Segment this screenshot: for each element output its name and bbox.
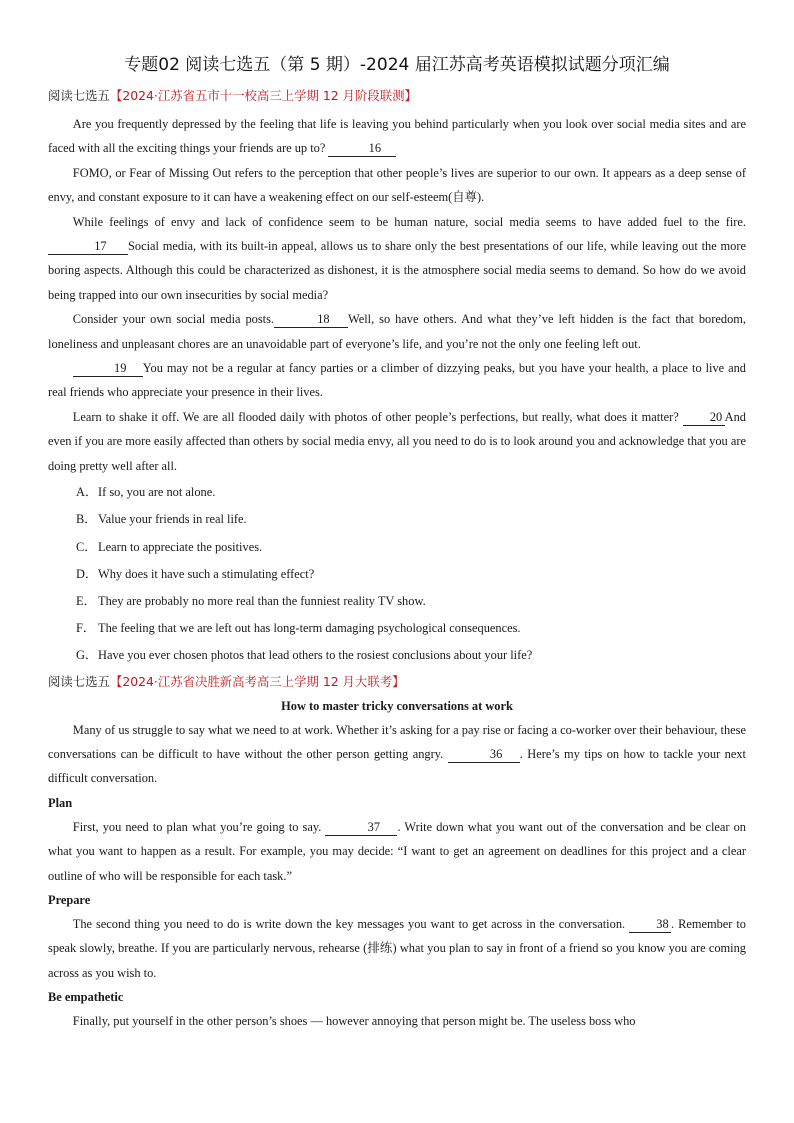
answer-blank: 19 bbox=[73, 361, 143, 377]
paragraph: Consider your own social media posts. 18 Well, so have others. And what they’ve left hidden is the fact that boredom, loneliness and unpleasant chores are an unavoidable part of everyone’s life, and you’re not the only one feeling left out. bbox=[48, 312, 747, 351]
option-item: F． The feeling that we are left out has long-term damaging psychological consequences. bbox=[76, 621, 521, 636]
options-list bbox=[48, 479, 746, 669]
paragraph: First, you need to plan what you’re going to say. 37 . Write down what you want out of the conversation and be clear on what you want to happen as a result. For example, you may decide: “I want to get an agreement on deadlines for this project and a clear outline of who will be responsible for each task.” bbox=[48, 819, 746, 883]
passage-heading: How to master tricky conversations at work bbox=[281, 698, 513, 713]
paragraph: Are you frequently depressed by the feeling that life is leaving you behind particularly when you look over social media sites and are faced with all the exciting things your friends are up to? 16 bbox=[48, 117, 746, 156]
document-content bbox=[48, 86, 746, 1034]
section-source: 【2024·江苏省决胜新高考高三上学期 12 月大联考】 bbox=[109, 673, 405, 689]
answer-blank: 18 bbox=[274, 312, 348, 328]
paragraph: The second thing you need to do is write down the key messages you want to get across in the conversation. 38 . Remember to speak slowly, breathe. If you are particularly nervous, rehearse (排练) what you plan to say in front of a friend so you know you are coming across as you wish to. bbox=[48, 916, 746, 980]
option-item: A．If so, you are not alone. bbox=[76, 485, 216, 500]
option-item: C．Learn to appreciate the positives. bbox=[76, 539, 263, 554]
answer-blank: 36 bbox=[448, 747, 520, 763]
answer-blank: 38 bbox=[629, 917, 671, 933]
answer-blank: 37 bbox=[325, 820, 397, 836]
section-label: 阅读七选五 bbox=[48, 88, 110, 103]
subheading-plan: Plan bbox=[48, 795, 73, 810]
section-label: 阅读七选五 bbox=[48, 673, 110, 689]
option-item: G．Have you ever chosen photos that lead others to the rosiest conclusions about your life? bbox=[76, 648, 533, 663]
option-item: E． They are probably no more real than the funniest reality TV show. bbox=[76, 593, 426, 608]
paragraph: Learn to shake it off. We are all flooded daily with photos of other people’s perfections, but really, what does it matter? 20 And even if you are more easily affected than others by social media envy, all you need to do is to look around you and acknowledge that you are doing pretty well after all. bbox=[48, 409, 746, 473]
answer-blank: 16 bbox=[328, 141, 396, 157]
paragraph: Many of us struggle to say what we need to at work. Whether it’s asking for a pay rise or facing a co-worker over their behaviour, these conversations can be difficult to have without the other person getting angry. 36 . Here’s my tips on how to tackle your next difficult conversation. bbox=[48, 722, 746, 786]
paragraph: While feelings of envy and lack of confidence seem to be human nature, social media seems to have added fuel to the fire.17 Social media, with its built-in appeal, allows us to share only the best presentations of our life, while leaving out the more boring aspects. Although this could be characterized as dishonest, it is the atmosphere social media seems to demand. So how do we avoid being trapped into our own insecurities by social media? bbox=[48, 214, 746, 302]
option-item: B．Value your friends in real life. bbox=[76, 512, 247, 527]
section-source: 【2024·江苏省五市十一校高三上学期 12 月阶段联测】 bbox=[109, 88, 417, 103]
answer-blank: 17 bbox=[48, 239, 128, 255]
paragraph: Finally, put yourself in the other person’s shoes — however annoying that person might be. The useless boss who bbox=[72, 1014, 636, 1029]
paragraph: FOMO, or Fear of Missing Out refers to the perception that other people’s lives are superior to our own. It appears as a deep sense of envy, and constant exposure to it can have a weakening effect on our self-esteem(自尊). bbox=[48, 165, 746, 205]
option-item: D．Why does it have such a stimulating effect? bbox=[76, 566, 315, 581]
section-1-header bbox=[48, 86, 746, 106]
paragraph: 19 You may not be a regular at fancy parties or a climber of dizzying peaks, but you have your health, a place to live and real friends who appreciate your presence in their lives. bbox=[48, 361, 746, 400]
document-title: 专题02 阅读七选五（第 5 期）-2024 届江苏高考英语模拟试题分项汇编 bbox=[124, 55, 670, 75]
subheading-prepare: Prepare bbox=[48, 892, 91, 907]
subheading-be-empathetic: Be empathetic bbox=[48, 990, 124, 1005]
answer-blank: 20 bbox=[683, 410, 725, 426]
section-2-header bbox=[48, 672, 746, 692]
